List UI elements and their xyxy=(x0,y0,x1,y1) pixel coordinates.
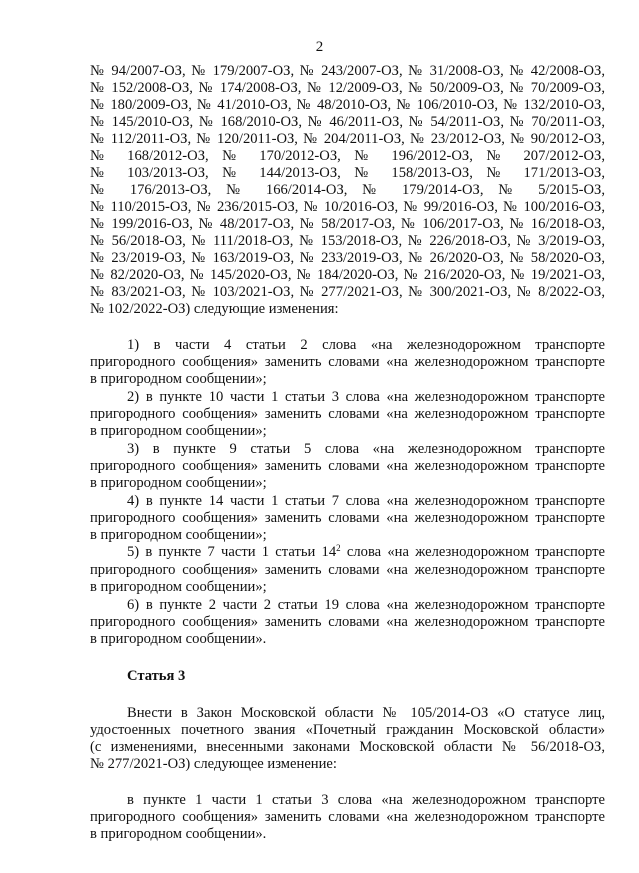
text-line: Внести в Закон Московской области № 105/2014-ОЗ «О статусе лиц, xyxy=(127,705,605,721)
item-line: 2) в пункте 10 части 1 статьи 3 слова «на железнодорожном транспорте xyxy=(127,389,605,405)
item-line: пригородного сообщения» заменить словами «на железнодорожном транспорте xyxy=(90,354,605,370)
text-line: № 112/2011-ОЗ, № 120/2011-ОЗ, № 204/2011-ОЗ, № 23/2012-ОЗ, № 90/2012-ОЗ, xyxy=(90,131,605,147)
text-line: № 103/2013-ОЗ, № 144/2013-ОЗ, № 158/2013-ОЗ, № 171/2013-ОЗ, xyxy=(90,165,605,181)
item-line: пригородного сообщения» заменить словами «на железнодорожном транспорте xyxy=(90,458,605,474)
item-line: в пригородном сообщении»; xyxy=(90,423,267,439)
page-number: 2 xyxy=(315,39,324,55)
text-line: № 102/2022-ОЗ) следующие изменения: xyxy=(90,301,339,317)
text-line: № 199/2016-ОЗ, № 48/2017-ОЗ, № 58/2017-ОЗ, № 106/2017-ОЗ, № 16/2018-ОЗ, xyxy=(90,216,605,232)
text-line: № 152/2008-ОЗ, № 174/2008-ОЗ, № 12/2009-ОЗ, № 50/2009-ОЗ, № 70/2009-ОЗ, xyxy=(90,80,605,96)
superscript: 2 xyxy=(336,543,341,553)
text-line: в пункте 1 части 1 статьи 3 слова «на железнодорожном транспорте xyxy=(127,792,605,808)
item-line-part: 5) в пункте 7 части 1 статьи 14 xyxy=(127,544,337,560)
item-line: 4) в пункте 14 части 1 статьи 7 слова «на железнодорожном транспорте xyxy=(127,493,605,509)
item-line: 1) в части 4 статьи 2 слова «на железнодорожном транспорте xyxy=(127,337,605,353)
text-line: № 180/2009-ОЗ, № 41/2010-ОЗ, № 48/2010-ОЗ, № 106/2010-ОЗ, № 132/2010-ОЗ, xyxy=(90,97,605,113)
item-line: 3) в пункте 9 статьи 5 слова «на железнодорожном транспорте xyxy=(127,441,605,457)
text-line: удостоенных почетного звания «Почетный гражданин Московской области» xyxy=(90,722,605,738)
item-line: в пригородном сообщении»; xyxy=(90,579,267,595)
item-line: пригородного сообщения» заменить словами «на железнодорожном транспорте xyxy=(90,406,605,422)
item-line: в пригородном сообщении»; xyxy=(90,475,267,491)
item-line: пригородного сообщения» заменить словами «на железнодорожном транспорте xyxy=(90,510,605,526)
item-line: 6) в пункте 2 части 2 статьи 19 слова «на железнодорожном транспорте xyxy=(127,597,605,613)
text-line: пригородного сообщения» заменить словами «на железнодорожном транспорте xyxy=(90,809,605,825)
item-line: в пригородном сообщении»; xyxy=(90,371,267,387)
article-heading: Статья 3 xyxy=(127,668,186,684)
text-line: № 94/2007-ОЗ, № 179/2007-ОЗ, № 243/2007-ОЗ, № 31/2008-ОЗ, № 42/2008-ОЗ, xyxy=(90,63,605,79)
item-line: в пригородном сообщении». xyxy=(90,631,267,647)
item-line: пригородного сообщения» заменить словами «на железнодорожном транспорте xyxy=(90,614,605,630)
text-line: № 82/2020-ОЗ, № 145/2020-ОЗ, № 184/2020-ОЗ, № 216/2020-ОЗ, № 19/2021-ОЗ, xyxy=(90,267,605,283)
text-line: № 176/2013-ОЗ, № 166/2014-ОЗ, № 179/2014-ОЗ, № 5/2015-ОЗ, xyxy=(90,182,605,198)
text-line: № 56/2018-ОЗ, № 111/2018-ОЗ, № 153/2018-ОЗ, № 226/2018-ОЗ, № 3/2019-ОЗ, xyxy=(90,233,605,249)
text-line: № 145/2010-ОЗ, № 168/2010-ОЗ, № 46/2011-ОЗ, № 54/2011-ОЗ, № 70/2011-ОЗ, xyxy=(90,114,605,130)
item-line-part: слова «на железнодорожном транспорте xyxy=(340,544,606,560)
text-line: № 83/2021-ОЗ, № 103/2021-ОЗ, № 277/2021-ОЗ, № 300/2021-ОЗ, № 8/2022-ОЗ, xyxy=(90,284,605,300)
text-line: № 277/2021-ОЗ) следующее изменение: xyxy=(90,756,337,772)
item-line: в пригородном сообщении»; xyxy=(90,527,267,543)
text-line: № 110/2015-ОЗ, № 236/2015-ОЗ, № 10/2016-ОЗ, № 99/2016-ОЗ, № 100/2016-ОЗ, xyxy=(90,199,605,215)
text-line: № 23/2019-ОЗ, № 163/2019-ОЗ, № 233/2019-ОЗ, № 26/2020-ОЗ, № 58/2020-ОЗ, xyxy=(90,250,605,266)
item-line xyxy=(127,544,605,561)
item-line: пригородного сообщения» заменить словами «на железнодорожном транспорте xyxy=(90,562,605,578)
text-line: в пригородном сообщении». xyxy=(90,826,267,842)
text-line: № 168/2012-ОЗ, № 170/2012-ОЗ, № 196/2012-ОЗ, № 207/2012-ОЗ, xyxy=(90,148,605,164)
text-line: (с изменениями, внесенными законами Московской области № 56/2018-ОЗ, xyxy=(90,739,605,755)
